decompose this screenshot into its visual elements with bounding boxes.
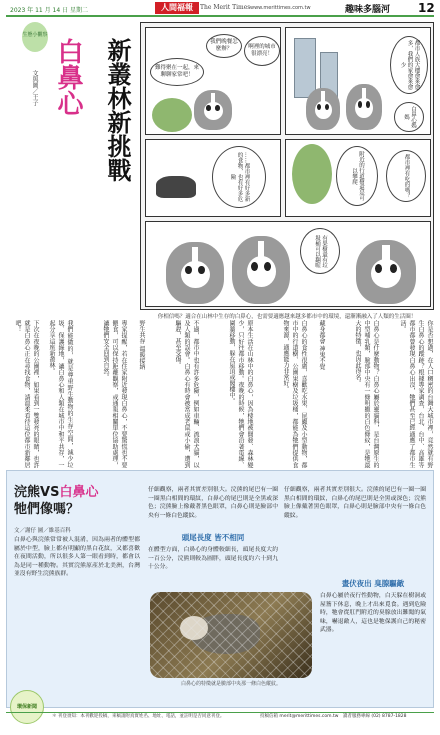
speech-bubble: 都市人族大樓愈來愈多，我們的家愈來愈少 — [390, 36, 428, 94]
civet-illustration — [166, 242, 224, 304]
article-title: 新叢林新挑戰 — [103, 38, 132, 182]
footer-badge: 環保新聞 — [10, 690, 44, 724]
sidebar-article-text: 白鼻心與浣熊常常被人混淆，因為兩者的體型都屬於中型，臉上都有明顯的黑白花紋，又都喜歡在夜間活動，所以很多人第一眼看到時，都會以為是同一種動物。其實浣熊原產於北美洲，台灣並沒有野生浣熊族群。 — [14, 537, 140, 577]
sidebar-article-byline: 文／謝仔 圖／維基百科 — [14, 528, 71, 534]
article-subheading: 藏身都會 神鬼不覺 — [318, 320, 325, 370]
civet-illustration — [356, 240, 416, 304]
footer-contact: 投稿信箱 merit@merittimes.com.tw 讀者服務專線 (02) 8787-1828 — [260, 714, 407, 719]
series-badge: 生態小觀察 — [22, 22, 48, 52]
comic-panel-5 — [145, 221, 431, 307]
comic-caption: 你相信嗎？適合在山林中生存的白鼻心，也需要適應越來越多都市中的環境，還漸漸融入了人類的生活圈！ — [157, 314, 417, 320]
article-column: 你是否想過，在人口稠密的台灣大城市裡，竟然就有野生白鼻心的蹤跡？根據專家調查，台北、台中、高雄等都市都曾發現白鼻心出沒，牠們甚至已經適應了都市生活。 — [399, 320, 433, 468]
building-illustration — [294, 38, 316, 98]
comic-panel-3 — [145, 139, 281, 217]
title-part-b: 白鼻心 — [59, 485, 99, 500]
comic-panel-4 — [285, 139, 431, 217]
civet-illustration — [232, 236, 290, 304]
section-title: 趣味多腦河 — [345, 5, 391, 15]
header-date: 2023 年 11 月 14 日 星期二 — [10, 7, 88, 14]
tree-illustration — [152, 98, 192, 132]
comic-panel-1 — [145, 27, 281, 135]
character-label: 白鼻心媽媽 — [394, 102, 424, 132]
article-column: 專家提醒，若在住家附近發現白鼻心，不要驚慌也不要餵食，可以保持距離觀察，或通報相關單位協助處理，讓牠們安全回到自然。 — [102, 320, 127, 468]
sidebar-article-text: 在體型方面，白鼻心的身體較細長，頭尾長度大約一百公分，浣熊則較為圓胖，頭尾長度約六十到九十公分。 — [148, 547, 278, 570]
speech-bubble: 有果樹還有垃圾桶可以翻喔 — [300, 228, 340, 274]
cage-wire — [150, 592, 312, 678]
footer-notes: ＊ 刊登須知：本刊歡迎投稿，來稿請附真實姓名、地址、電話，並註明是否同意刊登。 — [52, 714, 225, 719]
sidebar-article-text: 仔細觀察，兩者其實差別很大。浣熊的尾巴有一圈一圈黑白相間的環紋，白鼻心的尾巴則是全黑或深色；浣熊臉上像戴著黑色眼罩，白鼻心則是臉部中央有一條白色縱紋。 — [284, 487, 426, 519]
sidebar-subheading: 頭尾長度 皆不相同 — [181, 533, 245, 542]
article-subheading: 野生共存 溫暖接納 — [138, 320, 145, 370]
speech-bubble: 都市裡有吃的嗎？ — [386, 150, 426, 202]
article-column: 白鼻心的食性很廣，喜歡吃水果、昆蟲及小型動物，都市中的行道樹、公園果樹及垃圾桶，都能為牠們提供食物來源，適應能力非常好。 — [282, 320, 307, 468]
speech-bubble: ……都市裡有好多新的食物，也有好多危險 — [212, 146, 266, 208]
speech-bubble: 難得聚在一起，來聊聊家常吧！ — [150, 58, 204, 86]
header-url: www.merittimes.com.tw — [250, 5, 311, 11]
photo-caption: 白鼻心的特徵就是臉部中央那一條白色縱紋。 — [180, 681, 281, 687]
sidebar-article-text: 白鼻心屬於夜行性動物，白天躲在樹洞或屋簷下休息，晚上才出來覓食。遇到危險時，牠會從肛門附近的臭腺放出難聞的氣味，嚇退敵人，這也是牠保護自己的秘密武器。 — [320, 593, 426, 633]
tree-illustration — [292, 144, 332, 204]
dog-silhouette-illustration — [156, 176, 196, 198]
civet-illustration — [194, 90, 232, 130]
sidebar-article-title — [14, 484, 98, 518]
comic-strip — [140, 22, 434, 310]
speech-bubble: 我們晚餐怎麼辦？ — [206, 34, 242, 58]
article-column: 不過，都市中也有許多危險，例如車輛、流浪犬貓，以及人類的誤會。白鼻心有時會被當成老鼠或小偷，遭到驅趕，甚至受傷。 — [174, 320, 199, 468]
sidebar-subheading: 晝伏夜出 臭腺驅敵 — [341, 579, 405, 588]
title-highlight: 白鼻心 — [53, 38, 83, 116]
article-byline: 文與圖／王子 — [31, 70, 38, 106]
newspaper-logo: 人間福報 — [155, 2, 199, 14]
article-column: 我們能做的，就是尊重野生動物的生存空間，減少垃圾、保護綠地，讓白鼻心和人類在城市中和平共存，一起分享這座新叢林。 — [48, 320, 73, 468]
article-column: 下次在夜晚的公園裡，如果看到一雙發亮的眼睛，也許就是白鼻心正在尋找食物，請溫柔看待這位都市新鄰居吧！ — [14, 320, 39, 468]
comic-panel-2 — [285, 27, 431, 135]
newspaper-logo-english: The Merit Times — [200, 4, 251, 11]
speech-bubble: 啊裡的城市很漂亮！ — [244, 36, 280, 66]
title-vs: VS — [40, 485, 60, 500]
speech-bubble: 附近的行道樹還是可以攀爬 — [336, 146, 378, 206]
article-column: 原本生活在山林中的白鼻心，因為棲地被開發、森林變少，只好往都市移動。夜晚的時候，牠們會沿著電線、圍牆移動，躲在屋頂或閣樓中。 — [228, 320, 253, 468]
civet-illustration — [346, 84, 382, 130]
header-divider — [6, 15, 434, 17]
title-line2: 牠們像嗎？ — [14, 502, 80, 517]
page-number: 12 — [418, 1, 435, 15]
sidebar-article-text: 仔細觀察，兩者其實差別很大。浣熊的尾巴有一圈一圈黑白相間的環紋，白鼻心的尾巴則是全黑或深色；浣熊臉上像戴著黑色眼罩，白鼻心則是臉部中央有一條白色縱紋。 — [148, 487, 278, 519]
article-body — [8, 320, 434, 468]
civet-illustration — [306, 88, 340, 130]
article-column: 白鼻心是什麼動物？白鼻心屬於靈貓科，是台灣原生的中型哺乳類，臉部中央有一條明顯的白色條紋，是牠最大的特徵，也因此得名。 — [354, 320, 379, 468]
civet-photo — [150, 592, 312, 678]
title-part-a: 浣熊 — [14, 485, 41, 500]
